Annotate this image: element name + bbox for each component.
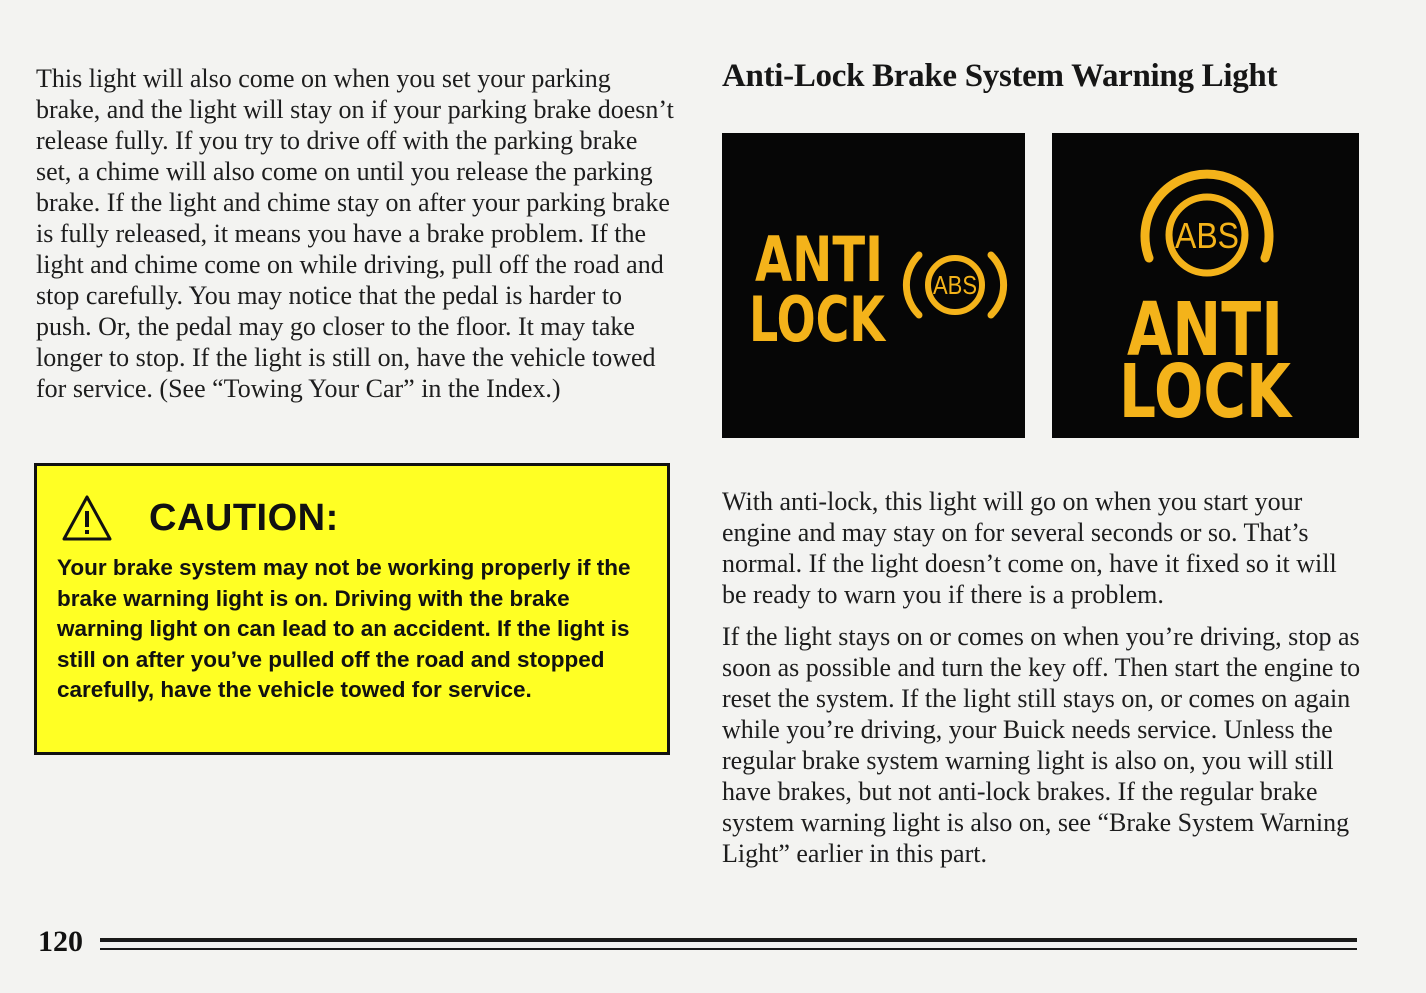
lamp-horizontal-line2: LOCK <box>749 283 887 356</box>
abs-lamp-horizontal <box>722 133 1025 438</box>
abs-symbol-icon <box>1145 174 1269 273</box>
lamp-horizontal-abs-label: ABS <box>933 270 977 300</box>
footer-rule <box>100 938 1357 952</box>
caution-body: Your brake system may not be working properly if the brake warning light is on. Driving with the brake warning light on can lead to an accident. If the light is still on after you’ve pulled off the road and stopped carefully, have the vehicle towed for service. <box>57 555 631 702</box>
abs-symbol-icon <box>906 255 1003 315</box>
lamp-vertical-abs-label: ABS <box>1175 215 1239 256</box>
lamp-vertical-line2: LOCK <box>1119 349 1294 435</box>
lamp-vertical-line1: ANTI <box>1127 287 1283 373</box>
section-heading: Anti-Lock Brake System Warning Light <box>722 58 1278 94</box>
abs-lamp-vertical <box>1052 133 1359 438</box>
caution-title-row <box>61 492 339 544</box>
body-paragraph-antilock-normal: With anti-lock, this light will go on when you start your engine and may stay on for several seconds or so. That’s normal. If the light doesn’t come on, have it fixed so it will be ready to warn you if there is a problem. <box>722 487 1337 609</box>
page-number: 120 <box>38 925 83 958</box>
body-paragraph-parking-brake: This light will also come on when you set your parking brake, and the light will stay on if your parking brake doesn’t release fully. If you try to drive off with the parking brake set, a chime will also come on until you release the parking brake. If the light and chime stay on after your parking brake is fully released, it means you have a brake problem. If the light and chime come on while driving, pull off the road and stop carefully. You may notice that the pedal is harder to push. Or, the pedal may go closer to the floor. It may take longer to stop. If the light is still on, have the vehicle towed for service. (See “Towing Your Car” in the Index.) <box>36 64 674 403</box>
body-paragraph-antilock-service: If the light stays on or comes on when you’re driving, stop as soon as possible and turn the key off. Then start the engine to reset the system. If the light still stays on, or comes on again while you’re driving, your Buick needs service. Unless the regular brake system warning light is also on, you will still have brakes, but not anti-lock brakes. If the regular brake system warning light is also on, see “Brake System Warning Light” earlier in this part. <box>722 622 1361 868</box>
warning-triangle-icon <box>61 494 113 542</box>
caution-title: CAUTION: <box>149 496 339 539</box>
lamp-horizontal-line1: ANTI <box>755 223 883 296</box>
caution-box <box>34 463 670 755</box>
